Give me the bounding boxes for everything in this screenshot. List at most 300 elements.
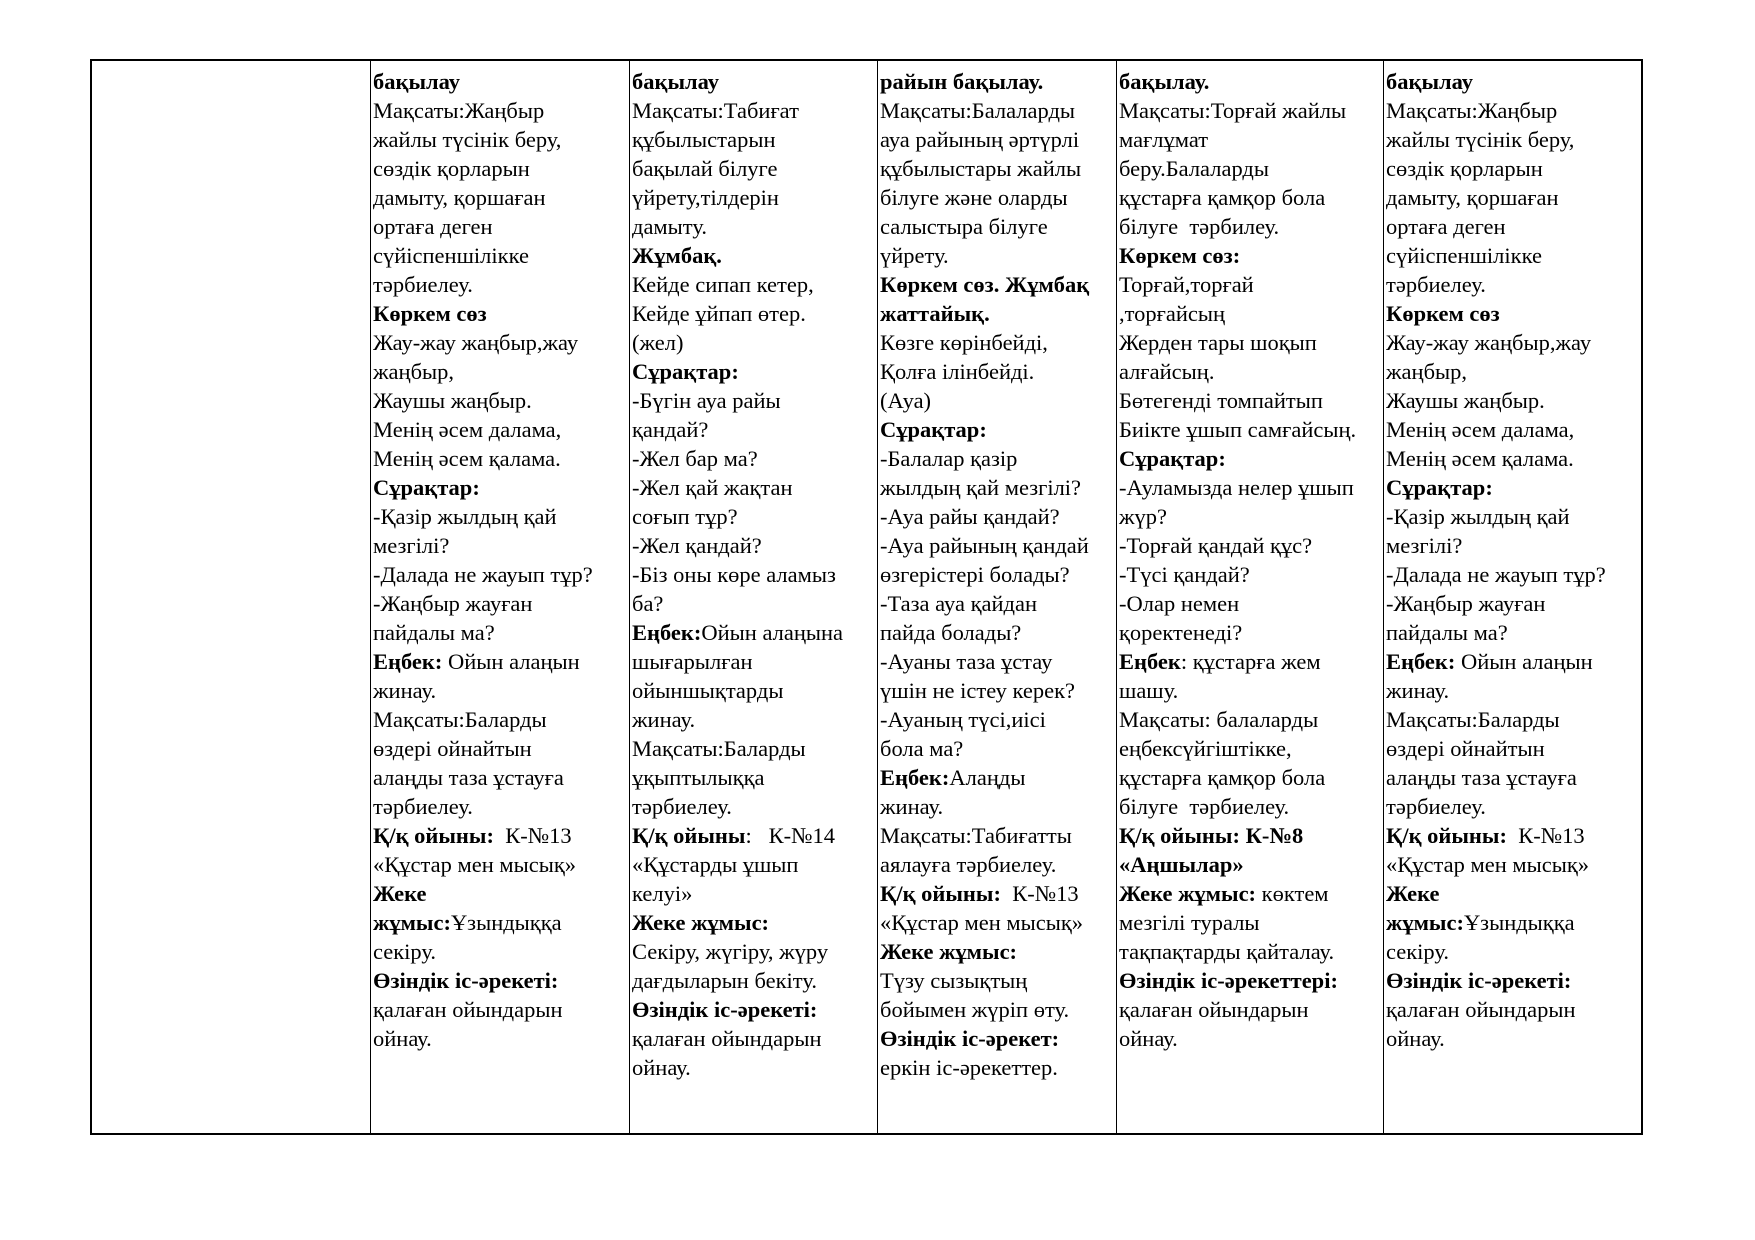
text-line xyxy=(880,386,1114,415)
text-segment: Мақсаты:Табиғатты xyxy=(880,823,1072,848)
table-column-empty xyxy=(92,61,370,1133)
text-line xyxy=(1119,183,1381,212)
bold-text: жұмыс: xyxy=(1386,910,1464,935)
text-line xyxy=(632,792,875,821)
text-line xyxy=(1119,850,1381,879)
text-line xyxy=(373,270,627,299)
text-line xyxy=(1119,908,1381,937)
text-line xyxy=(880,357,1114,386)
bold-text: Еңбек: xyxy=(632,620,702,645)
text-line xyxy=(373,1024,627,1053)
text-line xyxy=(373,241,627,270)
text-line xyxy=(632,850,875,879)
text-line xyxy=(632,531,875,560)
text-line xyxy=(632,676,875,705)
text-line xyxy=(1386,444,1639,473)
text-line xyxy=(632,560,875,589)
bold-text: Жеке xyxy=(1386,881,1440,906)
text-line xyxy=(1119,502,1381,531)
text-line xyxy=(880,647,1114,676)
text-line xyxy=(632,705,875,734)
text-line xyxy=(1386,154,1639,183)
bold-text: Көркем сөз. Жұмбақ xyxy=(880,272,1090,297)
text-line xyxy=(880,473,1114,502)
bold-text: Өзіндік іс-әрекеті: xyxy=(632,997,818,1022)
text-line xyxy=(373,821,627,850)
text-line xyxy=(1119,1024,1381,1053)
text-line xyxy=(1386,357,1639,386)
text-line xyxy=(1386,125,1639,154)
text-segment: тәрбиелеу. xyxy=(373,794,473,819)
text-segment: сөздік қорларын xyxy=(373,156,530,181)
text-segment: тақпақтарды қайталау. xyxy=(1119,939,1335,964)
text-segment: сөздік қорларын xyxy=(1386,156,1543,181)
text-line xyxy=(1119,763,1381,792)
text-line xyxy=(1386,502,1639,531)
table-column-5 xyxy=(1383,61,1641,1133)
text-line xyxy=(1119,154,1381,183)
text-line xyxy=(880,154,1114,183)
text-segment: жаңбыр, xyxy=(373,359,455,384)
text-line xyxy=(373,444,627,473)
text-line xyxy=(1386,647,1639,676)
text-segment: Жаушы жаңбыр. xyxy=(373,388,532,413)
text-segment: мезгілі туралы xyxy=(1119,910,1260,935)
bold-text: Көркем сөз xyxy=(373,301,487,326)
text-line xyxy=(1119,212,1381,241)
text-segment: беру.Балаларды xyxy=(1119,156,1269,181)
text-line xyxy=(1386,618,1639,647)
bold-text: Сұрақтар: xyxy=(1119,446,1226,471)
text-line xyxy=(373,386,627,415)
text-segment: қалаған ойындарын xyxy=(1119,997,1309,1022)
text-segment: Торғай,торғай xyxy=(1119,272,1254,297)
text-segment: пайдалы ма? xyxy=(373,620,495,645)
text-line xyxy=(373,676,627,705)
text-line xyxy=(1386,328,1639,357)
text-line xyxy=(880,415,1114,444)
text-segment: үшін не істеу керек? xyxy=(880,678,1076,703)
text-line xyxy=(1119,937,1381,966)
text-line xyxy=(880,705,1114,734)
text-segment: Алаңды xyxy=(949,765,1026,790)
text-line xyxy=(1386,821,1639,850)
text-line xyxy=(1119,299,1381,328)
text-line xyxy=(632,502,875,531)
text-line xyxy=(880,995,1114,1024)
text-line xyxy=(1119,647,1381,676)
text-segment: Ойын алаңын xyxy=(442,649,580,674)
text-line xyxy=(880,1053,1114,1082)
text-segment: қалаған ойындарын xyxy=(632,1026,822,1051)
text-line xyxy=(632,618,875,647)
text-segment: -Жаңбыр жауған xyxy=(373,591,533,616)
text-line xyxy=(1386,1024,1639,1053)
text-line xyxy=(632,357,875,386)
text-line xyxy=(1119,531,1381,560)
text-segment: жинау. xyxy=(632,707,696,732)
text-line xyxy=(1386,589,1639,618)
text-segment: : құстарға жем xyxy=(1180,649,1321,674)
text-line xyxy=(373,966,627,995)
text-segment: жинау. xyxy=(1386,678,1450,703)
text-line xyxy=(373,212,627,241)
text-segment: Ойын алаңына xyxy=(701,620,844,645)
text-segment: пайда болады? xyxy=(880,620,1022,645)
text-segment: бақылай білуге xyxy=(632,156,778,181)
text-segment: тәрбиелеу. xyxy=(1386,272,1486,297)
text-segment: құстарға қамқор бола xyxy=(1119,185,1326,210)
text-segment: қалаған ойындарын xyxy=(1386,997,1576,1022)
text-segment: жылдың қай мезгілі? xyxy=(880,475,1082,500)
text-segment: сүйіспеншілікке xyxy=(1386,243,1542,268)
bold-text: Қ/қ ойыны: xyxy=(880,881,1001,906)
text-segment: Мақсаты:Торғай жайлы xyxy=(1119,98,1347,123)
bold-text: Сұрақтар: xyxy=(632,359,739,384)
text-line xyxy=(1119,560,1381,589)
text-segment: -Далада не жауып тұр? xyxy=(1386,562,1606,587)
text-line xyxy=(373,850,627,879)
text-segment: Қолға ілінбейді. xyxy=(880,359,1035,384)
text-line xyxy=(880,589,1114,618)
text-line xyxy=(1386,67,1639,96)
text-line xyxy=(373,589,627,618)
text-segment: ойнау. xyxy=(1119,1026,1178,1051)
text-line xyxy=(1386,183,1639,212)
text-segment: Мақсаты: балаларды xyxy=(1119,707,1319,732)
text-line xyxy=(1386,386,1639,415)
text-segment: шығарылған xyxy=(632,649,753,674)
text-line xyxy=(373,937,627,966)
text-line xyxy=(373,415,627,444)
text-line xyxy=(880,763,1114,792)
text-segment: (Ауа) xyxy=(880,388,932,413)
text-line xyxy=(1386,473,1639,502)
text-line xyxy=(632,647,875,676)
schedule-table xyxy=(90,59,1643,1135)
text-line xyxy=(632,67,875,96)
text-line xyxy=(632,444,875,473)
text-segment: өздері ойнайтын xyxy=(373,736,532,761)
text-line xyxy=(1386,792,1639,821)
text-line xyxy=(632,821,875,850)
text-line xyxy=(1119,386,1381,415)
text-line xyxy=(632,241,875,270)
text-line xyxy=(1386,415,1639,444)
text-line xyxy=(1386,908,1639,937)
text-line xyxy=(373,328,627,357)
text-line xyxy=(373,618,627,647)
text-line xyxy=(880,212,1114,241)
text-segment: құстарға қамқор бола xyxy=(1119,765,1326,790)
text-line xyxy=(1119,473,1381,502)
text-segment: -Жел бар ма? xyxy=(632,446,758,471)
text-line xyxy=(1386,299,1639,328)
text-line xyxy=(1386,937,1639,966)
text-line xyxy=(1386,734,1639,763)
table-column-1 xyxy=(370,61,629,1133)
text-segment: ,торғайсың xyxy=(1119,301,1226,326)
text-line xyxy=(880,531,1114,560)
text-line xyxy=(880,299,1114,328)
text-line xyxy=(373,154,627,183)
bold-text: Қ/қ ойыны: xyxy=(1386,823,1507,848)
text-line xyxy=(1386,879,1639,908)
bold-text: бақылау xyxy=(1386,69,1474,94)
text-line xyxy=(880,966,1114,995)
text-line xyxy=(373,560,627,589)
bold-text: бақылау xyxy=(373,69,461,94)
text-line xyxy=(632,125,875,154)
text-segment: Көзге көрінбейді, xyxy=(880,330,1048,355)
text-segment: секіру. xyxy=(373,939,437,964)
text-segment: дамыту, қоршаған xyxy=(1386,185,1559,210)
bold-text: Жеке жұмыс: xyxy=(632,910,770,935)
text-line xyxy=(1119,734,1381,763)
text-segment: жайлы түсінік беру, xyxy=(373,127,562,152)
text-segment: Жау-жау жаңбыр,жау xyxy=(1386,330,1592,355)
bold-text: райын бақылау. xyxy=(880,69,1044,94)
text-segment: Менің әсем далама, xyxy=(1386,417,1575,442)
text-segment: -Олар немен xyxy=(1119,591,1240,616)
text-segment: дағдыларын бекіту. xyxy=(632,968,817,993)
text-segment: мағлұмат xyxy=(1119,127,1209,152)
text-segment: білуге тәрбиелеу. xyxy=(1119,794,1290,819)
text-line xyxy=(1386,96,1639,125)
table-column-4 xyxy=(1116,61,1383,1133)
text-line xyxy=(373,473,627,502)
text-segment: алаңды таза ұстауға xyxy=(373,765,564,790)
text-segment: сүйіспеншілікке xyxy=(373,243,529,268)
text-segment: алғайсың. xyxy=(1119,359,1215,384)
text-segment: -Ауламызда нелер ұшып xyxy=(1119,475,1354,500)
text-line xyxy=(880,879,1114,908)
text-line xyxy=(880,96,1114,125)
text-segment: аялауға тәрбиелеу. xyxy=(880,852,1057,877)
text-segment: бойымен жүріп өту. xyxy=(880,997,1070,1022)
text-segment: келуі» xyxy=(632,881,693,906)
text-segment: жинау. xyxy=(373,678,437,703)
text-segment: жайлы түсінік беру, xyxy=(1386,127,1575,152)
text-line xyxy=(373,705,627,734)
text-segment: -Ауаның түсі,иісі xyxy=(880,707,1046,732)
text-segment: шашу. xyxy=(1119,678,1179,703)
text-line xyxy=(1119,444,1381,473)
text-segment: -Біз оны көре аламыз xyxy=(632,562,836,587)
text-segment: -Ауа райының қандай xyxy=(880,533,1089,558)
text-line xyxy=(1119,618,1381,647)
text-line xyxy=(1119,415,1381,444)
text-segment: соғып тұр? xyxy=(632,504,738,529)
text-line xyxy=(1386,241,1639,270)
bold-text: Сұрақтар: xyxy=(880,417,987,442)
text-line xyxy=(632,734,875,763)
text-segment: Жау-жау жаңбыр,жау xyxy=(373,330,579,355)
bold-text: Көркем сөз: xyxy=(1119,243,1241,268)
text-line xyxy=(1119,676,1381,705)
text-segment: (жел) xyxy=(632,330,684,355)
text-line xyxy=(1119,125,1381,154)
text-segment: Түзу сызықтың xyxy=(880,968,1028,993)
text-segment: тәрбиелеу. xyxy=(373,272,473,297)
text-line xyxy=(1119,792,1381,821)
text-line xyxy=(880,937,1114,966)
bold-text: «Аңшылар» xyxy=(1119,852,1244,877)
table-column-3 xyxy=(877,61,1116,1133)
bold-text: Өзіндік іс-әрекеті: xyxy=(1386,968,1572,993)
bold-text: Еңбек xyxy=(1119,649,1181,674)
text-line xyxy=(632,763,875,792)
text-line xyxy=(632,995,875,1024)
text-line xyxy=(632,386,875,415)
text-segment: Мақсаты:Балаларды xyxy=(880,98,1076,123)
text-segment: Кейде ұйпап өтер. xyxy=(632,301,806,326)
table-column-2 xyxy=(629,61,877,1133)
text-segment: бола ма? xyxy=(880,736,964,761)
text-line xyxy=(632,270,875,299)
text-line xyxy=(632,183,875,212)
text-line xyxy=(373,995,627,1024)
text-line xyxy=(373,647,627,676)
bold-text: Өзіндік іс-әрекеті: xyxy=(373,968,559,993)
text-segment: еркін іс-әрекеттер. xyxy=(880,1055,1058,1080)
bold-text: Қ/қ ойыны: xyxy=(373,823,494,848)
text-line xyxy=(1119,96,1381,125)
bold-text: Өзіндік іс-әрекеттері: xyxy=(1119,968,1338,993)
text-line xyxy=(373,734,627,763)
text-line xyxy=(880,1024,1114,1053)
bold-text: бақылау xyxy=(632,69,720,94)
text-line xyxy=(1119,589,1381,618)
text-segment: -Далада не жауып тұр? xyxy=(373,562,593,587)
text-line xyxy=(632,589,875,618)
text-segment: үйрету. xyxy=(880,243,949,268)
text-segment: пайдалы ма? xyxy=(1386,620,1508,645)
text-segment: тәрбиелеу. xyxy=(632,794,732,819)
text-line xyxy=(632,1024,875,1053)
text-segment: өзгерістері болады? xyxy=(880,562,1070,587)
text-segment: -Таза ауа қайдан xyxy=(880,591,1038,616)
text-segment: құбылыстарын xyxy=(632,127,776,152)
text-line xyxy=(632,415,875,444)
text-line xyxy=(880,270,1114,299)
text-segment: -Түсі қандай? xyxy=(1119,562,1250,587)
text-segment: үйрету,тілдерін xyxy=(632,185,779,210)
text-segment: -Жел қай жақтан xyxy=(632,475,793,500)
bold-text: Қ/қ ойыны: К-№8 xyxy=(1119,823,1304,848)
text-segment: «Құстарды ұшып xyxy=(632,852,799,877)
text-segment: ойнау. xyxy=(1386,1026,1445,1051)
text-segment: -Ауа райы қандай? xyxy=(880,504,1060,529)
text-line xyxy=(880,560,1114,589)
text-segment: ойнау. xyxy=(632,1055,691,1080)
text-segment: өздері ойнайтын xyxy=(1386,736,1545,761)
text-line xyxy=(880,618,1114,647)
text-line xyxy=(1386,966,1639,995)
text-segment: ортаға деген xyxy=(373,214,493,239)
text-line xyxy=(373,531,627,560)
text-segment: жаңбыр, xyxy=(1386,359,1468,384)
text-line xyxy=(1386,763,1639,792)
text-line xyxy=(880,792,1114,821)
text-line xyxy=(1386,270,1639,299)
text-line xyxy=(1119,241,1381,270)
text-segment: жинау. xyxy=(880,794,944,819)
text-line xyxy=(880,444,1114,473)
text-line xyxy=(373,67,627,96)
text-segment: қандай? xyxy=(632,417,709,442)
text-segment: Секіру, жүгіру, жүру xyxy=(632,939,829,964)
text-segment: ортаға деген xyxy=(1386,214,1506,239)
text-segment: Ұзындыққа xyxy=(450,910,562,935)
bold-text: Көркем сөз xyxy=(1386,301,1500,326)
text-line xyxy=(373,502,627,531)
text-segment: -Бүгін ауа райы xyxy=(632,388,781,413)
text-segment: қоректенеді? xyxy=(1119,620,1243,645)
text-line xyxy=(632,937,875,966)
text-line xyxy=(373,299,627,328)
text-segment: -Ауаны таза ұстау xyxy=(880,649,1053,674)
text-segment: дамыту, қоршаған xyxy=(373,185,546,210)
text-segment: К-№13 xyxy=(1000,881,1079,906)
text-segment: Ұзындыққа xyxy=(1463,910,1575,935)
text-segment: -Жел қандай? xyxy=(632,533,762,558)
text-line xyxy=(880,734,1114,763)
text-segment: секіру. xyxy=(1386,939,1450,964)
text-line xyxy=(1386,531,1639,560)
text-line xyxy=(1119,357,1381,386)
bold-text: Жеке жұмыс: xyxy=(1119,881,1257,906)
text-segment: Мақсаты:Баларды xyxy=(632,736,806,761)
text-line xyxy=(373,879,627,908)
text-segment: «Құстар мен мысық» xyxy=(373,852,576,877)
bold-text: Өзіндік іс-әрекет: xyxy=(880,1026,1060,1051)
text-segment: -Қазір жылдың қай xyxy=(1386,504,1570,529)
text-line xyxy=(632,966,875,995)
text-segment: Мақсаты:Баларды xyxy=(373,707,547,732)
text-line xyxy=(880,328,1114,357)
bold-text: Қ/қ ойыны xyxy=(632,823,746,848)
text-segment: Менің әсем далама, xyxy=(373,417,562,442)
text-line xyxy=(373,763,627,792)
text-line xyxy=(880,241,1114,270)
text-segment: білуге және оларды xyxy=(880,185,1068,210)
text-segment: ойыншықтарды xyxy=(632,678,784,703)
text-segment: еңбексүйгіштікке, xyxy=(1119,736,1292,761)
text-line xyxy=(1386,705,1639,734)
text-line xyxy=(632,908,875,937)
text-line xyxy=(632,328,875,357)
text-segment: Мақсаты:Жаңбыр xyxy=(1386,98,1558,123)
text-segment: жүр? xyxy=(1119,504,1168,529)
bold-text: Еңбек: xyxy=(1386,649,1456,674)
text-segment: қалаған ойындарын xyxy=(373,997,563,1022)
text-line xyxy=(1119,821,1381,850)
text-line xyxy=(1119,995,1381,1024)
text-line xyxy=(632,1053,875,1082)
text-segment: К-№13 xyxy=(1506,823,1585,848)
text-line xyxy=(632,212,875,241)
text-segment: «Құстар мен мысық» xyxy=(1386,852,1589,877)
text-segment: Кейде сипап кетер, xyxy=(632,272,814,297)
text-line xyxy=(1119,879,1381,908)
text-line xyxy=(880,183,1114,212)
text-segment: Ойын алаңын xyxy=(1455,649,1593,674)
text-segment: тәрбиелеу. xyxy=(1386,794,1486,819)
bold-text: Сұрақтар: xyxy=(373,475,480,500)
text-line xyxy=(880,676,1114,705)
text-line xyxy=(373,183,627,212)
